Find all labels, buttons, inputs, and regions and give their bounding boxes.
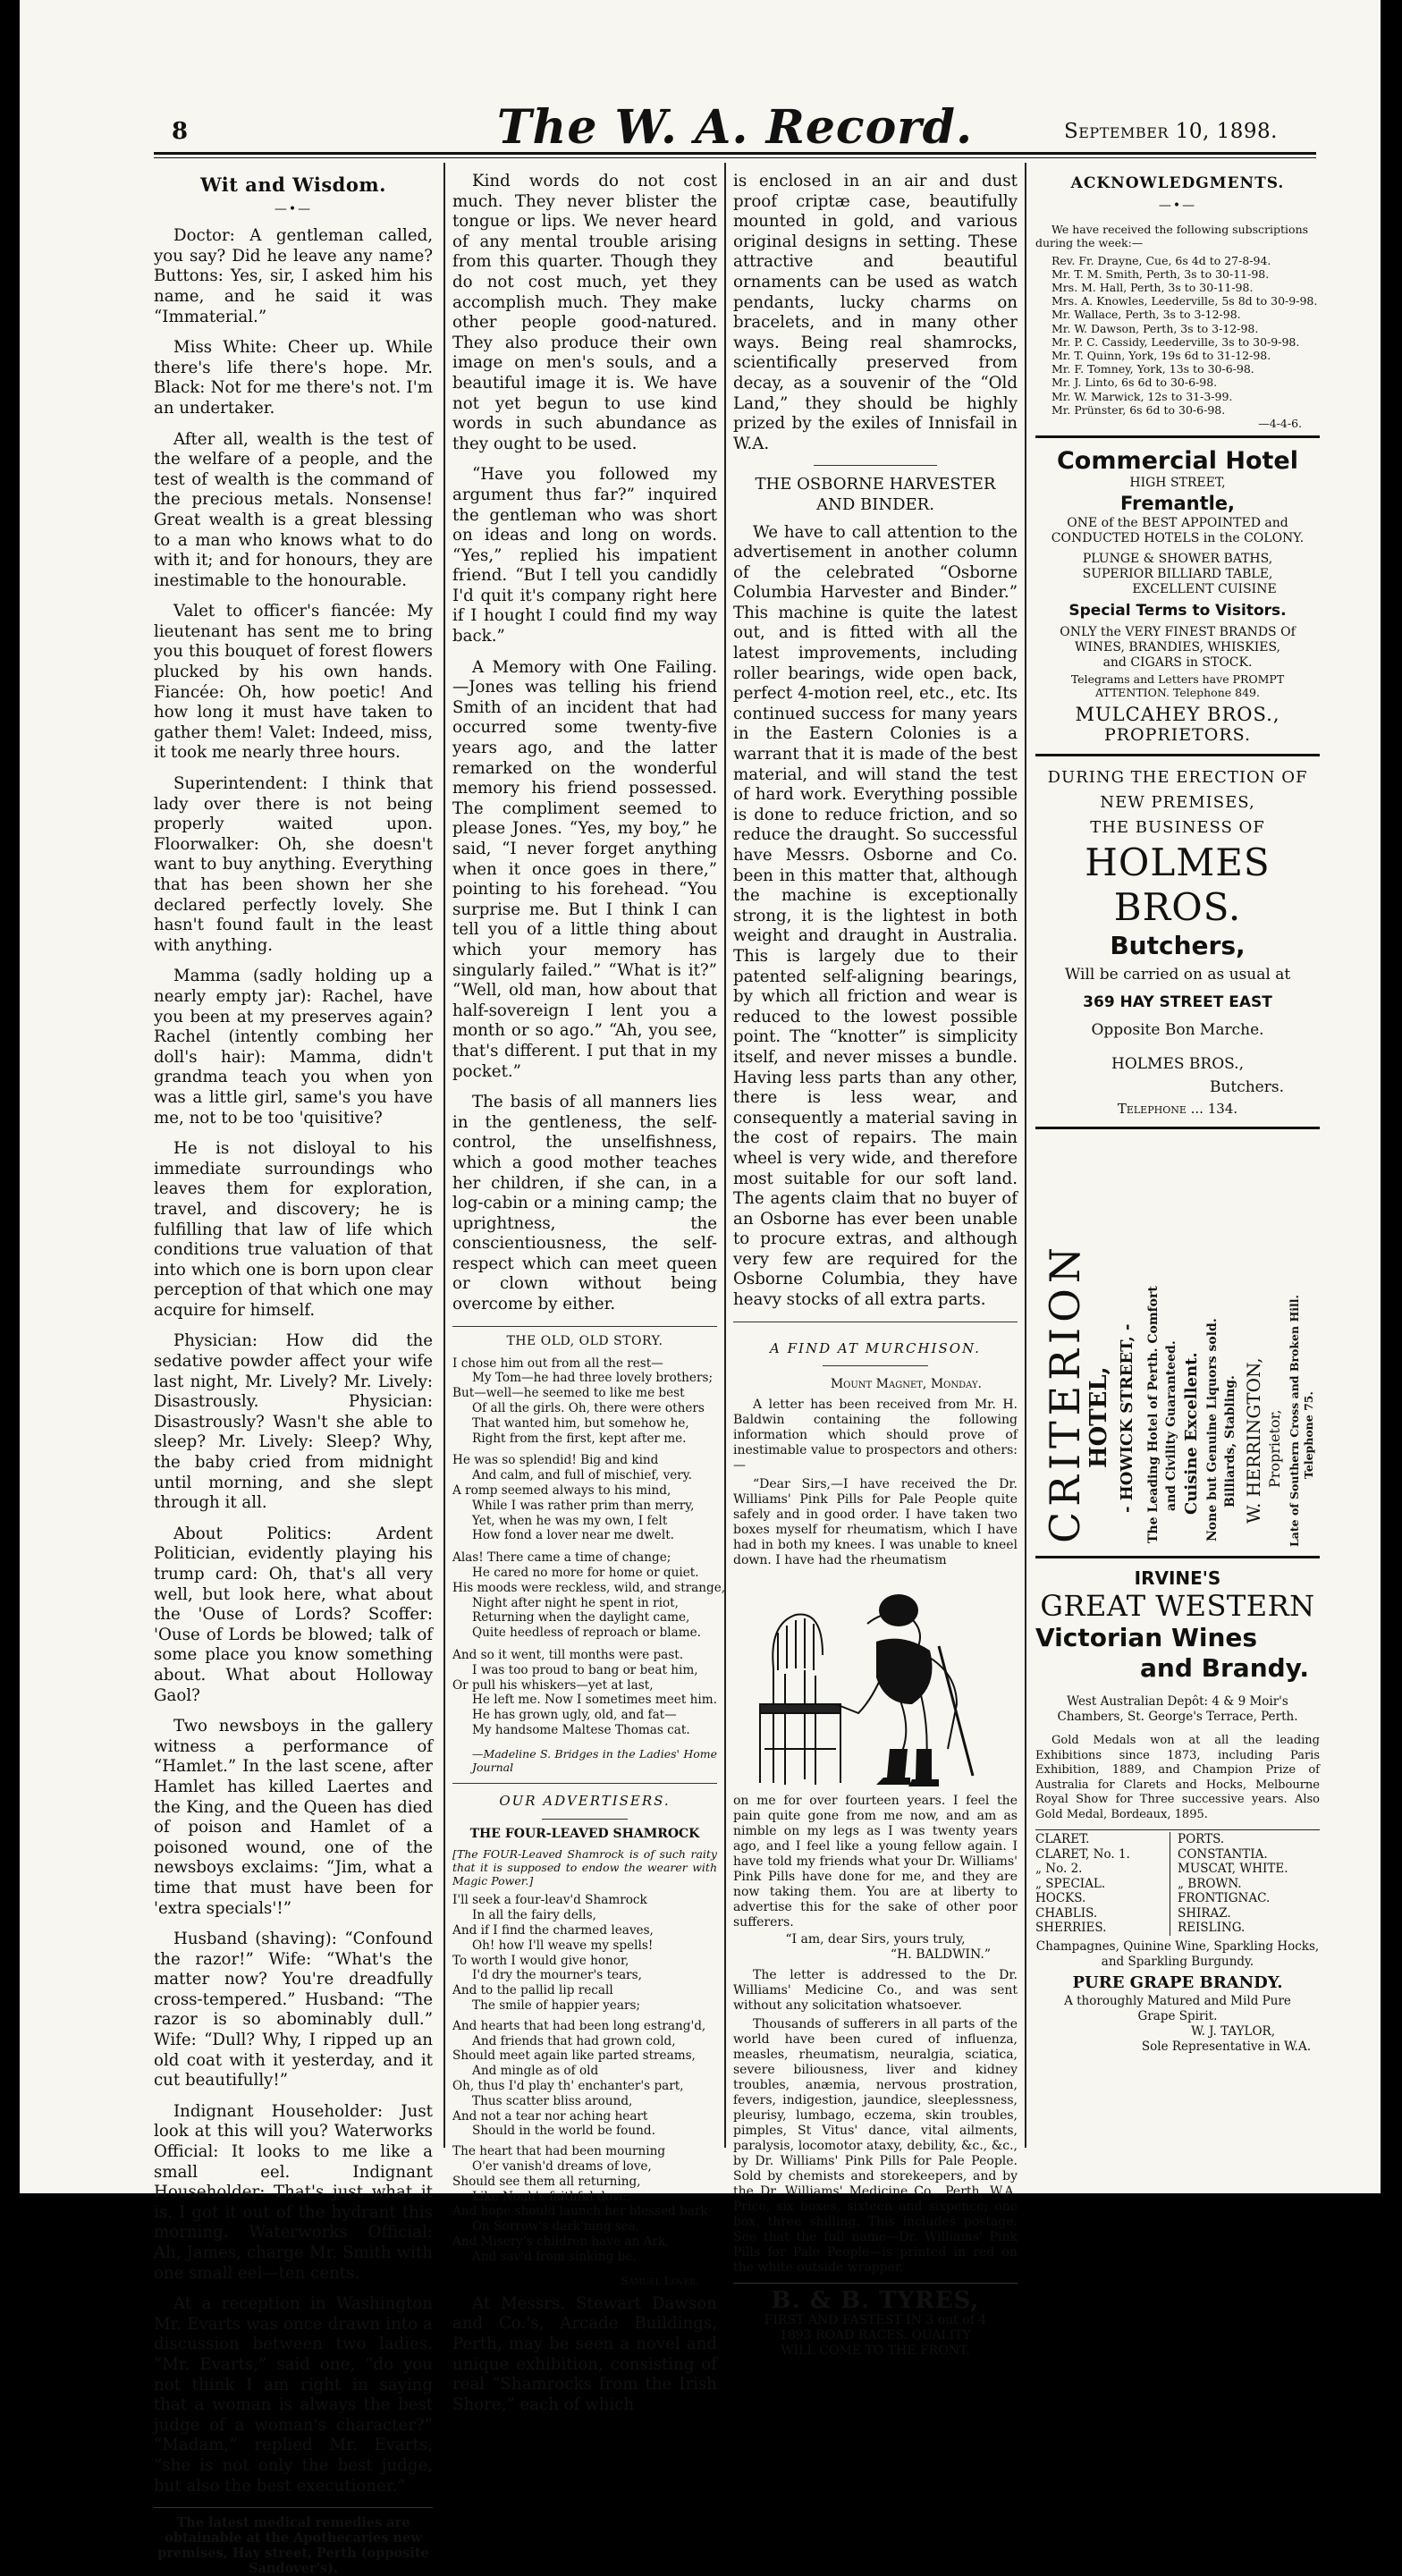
divider [1035,754,1320,756]
paragraph: “Dear Sirs,—I have received the Dr. Williams' Pink Pills for Pale People quite safely and in good order. I have taken two boxes myself for rheumatism, which I have had in both my knees. I was unable to kneel down. I have had the rheumatism [733,1477,1018,1568]
holmes-telephone [1035,1098,1320,1119]
paragraph: Doctor: A gentleman called, you say? Did he leave any name? Buttons: Yes, sir, I asked him his name, and he said it was “Immaterial.” [154,226,433,326]
poem-line: On Sorrow's dark'ning sea, [472,2219,640,2234]
advertisers-heading: OUR ADVERTISERS. [499,1793,671,1810]
poem-line: And so it went, till months were past. [452,1648,684,1662]
hotel-brands: ONLY the VERY FINEST BRANDS Of [1060,624,1296,639]
irvine-matured: A thoroughly Matured and Mild Pure Grape Spirit. [1064,1993,1291,2023]
hotel-amenity: PLUNGE & SHOWER BATHS, [1082,552,1273,567]
poem-line: How fond a lover near me dwelt. [472,1528,674,1543]
signoff: “I am, dear Sirs, yours truly, [785,1932,966,1947]
irvine-champagnes: Champagnes, Quinine Wine, Sparkling Hocks, and Sparkling Burgundy. [1035,1938,1320,1969]
wine-item: „ BROWN. [1178,1876,1242,1891]
poem-line: And mingle as of old [472,2064,599,2079]
poem-line: And not a tear nor aching heart [452,2108,648,2124]
poem-line: And hope should launch her blessed bark [452,2204,708,2219]
criterion-owner: W. HERRINGTON, [1243,1357,1264,1524]
page-number: 8 [172,118,189,145]
column-two [452,172,726,2426]
holmes-trade: Butchers, [1110,931,1246,961]
poem-line: In all the fairy dells, [472,1908,596,1923]
poem-line: And Misery's children have an Ark, [452,2234,670,2249]
poem-line: Should see them all returning, [452,2174,641,2189]
divider [814,465,937,466]
poem-line: And calm, and full of mischief, very. [472,1468,692,1483]
wine-item: SHIRAZ. [1178,1905,1231,1921]
criterion-telephone: Telephone 75. [1302,1391,1315,1479]
hotel-terms: Special Terms to Visitors. [1068,602,1287,621]
divider [823,1365,928,1366]
poem-line: His moods were reckless, wild, and strange, [452,1580,726,1595]
paragraph: Superintendent: I think that lady over there is not being properly waited upon. Floorwalker: Oh, she doesn't want to buy anything. Everything that has been shown her she declared perfectly lovely. She hasn't found fault in the least with anything. [154,774,433,955]
paragraph: Thousands of sufferers in all parts of the world have been cured of influenza, measles, rheumatism, neuralgia, sciatica, severe biliousness, liver and kidney troubles, anæmia, nervous prostration, fevers, indigestion, jaundice, sleeplessness, pleurisy, lumbago, eczema, skin troubles, pimples, St Vitus' dance, vital ailments, paralysis, locomotor ataxy, debility, &c., &c., by Dr. Williams' Pink Pills for Pale People. Sold by chemists and storekeepers, and by the Dr. Williams' Medicine Co., Perth, W.A. Price, six boxes, sixteen and sixpence; one box, three shilling. This includes postage. See that the full name—Dr. Williams' Pink Pills for Pale People—is printed in red on the white outside wrapper. [733,2017,1018,2276]
wine-list-left [1035,1832,1170,1936]
telephone-number: 134. [1207,1101,1238,1118]
irvine-representative: Sole Representative in W.A. [1141,2039,1311,2054]
tyres-title: B. & B. TYRES, [771,2287,980,2315]
telephone-label: Telephone ... [1117,1101,1204,1118]
hotel-town: Fremantle, [1119,493,1236,515]
poem-line: The smile of happier years; [472,1997,641,2013]
poem-line: Should in the world be found. [472,2124,655,2139]
ack-intro: We have received the following subscriptions during the week:— [1035,223,1309,250]
hotel-amenity: SUPERIOR BILLIARD TABLE, [1082,567,1273,582]
irvine-heading: GREAT WESTERN [1040,1589,1315,1623]
poem-line: But—well—he seemed to like me best [452,1386,685,1401]
divider [452,1783,717,1784]
wine-item: CHABLIS. [1035,1905,1098,1921]
poem-line: Oh, thus I'd play th' enchanter's part, [452,2078,684,2093]
dateline: Mount Magnet, Monday. [830,1377,982,1392]
tyres-line: 1893 ROAD RACES. QUALITY [780,2327,971,2343]
column-three [733,172,1018,2359]
holmes-line: THE BUSINESS OF [1090,818,1265,838]
irvine-agent: W. J. TAYLOR, [1191,2023,1275,2039]
poem-four-leaved-shamrock [452,1893,717,2264]
paragraph: is enclosed in an air and dust proof criptæ case, beautifully mounted in gold, and various original designs in setting. These attractive and beautiful ornaments can be used as watch pendants, lucky charms on bracelets, and in many other ways. Being real shamrocks, scientifically preserved from decay, as a souvenir of the “Old Land,” they should be highly prized by the exiles of Innisfail in W.A. [733,172,1018,453]
acknowledgment-item: Mrs. A. Knowles, Leederville, 5s 8d to 30-9-98. [1052,294,1318,308]
paragraph: Indignant Householder: Just look at this will you? Waterworks Official: It looks to me like a small eel. Indignant Householder: That's just what it is. I got it out of the hydrant this morning. Waterworks Official: Ah, James, charge Mr. Smith with one small eel—ten cents. [154,2101,433,2283]
poem-line: I'll seek a four-leav'd Shamrock [452,1893,647,1908]
wine-item: MUSCAT, WHITE. [1178,1862,1288,1876]
tyres-line: FIRST AND FASTEST IN 3 out of 4 [764,2312,987,2327]
osborne-title: THE OSBORNE HARVESTER AND BINDER. [755,475,996,514]
paragraph: Physician: How did the sedative powder affect your wife last night, Mr. Lively? Mr. Lively: Disastrously. Physician: Disastrously? Wasn't she able to sleep? Mr. Lively: Sleep? Why, the baby cried from midnight until morning, and she slept through it all. [154,1331,433,1513]
poem-line: And to the pallid lip recall [452,1983,613,1998]
poem-credit: Samuel Lover. [621,2273,699,2287]
issue-date: September 10, 1898. [1064,120,1278,143]
poem-line: I was too proud to bang or beat him, [472,1662,698,1677]
poem-line: That wanted him, but somehow he, [472,1415,689,1431]
poem-line: He left me. Now I sometimes meet him. [472,1693,717,1708]
paragraph: The basis of all manners lies in the gentleness, the self-control, the unselfishness, which a good mother teaches her children, if she can, in a log-cabin or a mining camp; the uprightness, the conscientiousness, the self-respect which can meet queen or clown without being overcome by either. [452,1093,717,1314]
hotel-brands: and CIGARS in STOCK. [1102,655,1253,670]
acknowledgment-item: Mr. F. Tomney, York, 13s to 30-6-98. [1052,362,1254,376]
wine-item: CLARET. [1035,1832,1090,1846]
poem-line: To worth I would give honor, [452,1953,629,1968]
column-rule-2 [724,163,726,2148]
paragraph: Two newsboys in the gallery witness a performance of “Hamlet.” In the last scene, after Hamlet has killed Laertes and the King, and the Queen has died of poison and Hamlet of a poisoned wound, one of the newsboys exclaims: “Jim, what a time that must have been for 'extra specials'!” [154,1717,433,1918]
wine-item: CLARET, No. 1. [1035,1846,1130,1862]
holmes-butchers: Butchers. [1209,1078,1284,1097]
acknowledgment-item: Mr. Prünster, 6s 6d to 30-6-98. [1052,402,1226,417]
poem-line: Alas! There came a time of change; [452,1550,671,1566]
paragraph: Valet to officer's fiancée: My lieutenant has sent me to bring you this bouquet of forest flowers plucked by his own hands. Fiancée: Oh, how poetic! And how long it must have taken to gather them! Valet: Indeed, miss, it took me nearly three hours. [154,602,433,763]
poem-line: Thus scatter bliss around, [472,2093,633,2108]
acknowledgment-item: Mr. T. M. Smith, Perth, 3s to 30-11-98. [1052,266,1270,281]
poem-line: Of all the girls. Oh, there were others [472,1401,705,1416]
paragraph: We have to call attention to the advertisement in another column of the celebrated “Osborne Columbia Harvester and Binder.” This machine is quite the latest out, and is fitted with all the latest improvements, including roller bearings, wide open back, perfect 4-motion reel, etc., etc. Its continued success for many years in the Eastern Colonies is a warrant that it is made of the best material, and will stand the test of hard work. Everything possible is done to reduce friction, and so reduce the draught. So successful have Messrs. Osborne and Co. been in this matter that, although the machine is exceptionally strong, it is the lightest in both weight and draught in Australia. This is largely due to their patented self-aligning bearings, by which all friction and wear is reduced to the lowest possible point. The “knotter” is simplicity itself, and never misses a bundle. Having less parts than any other, there is less wear, and consequently a material saving in the cost of repairs. The main wheel is very wide, and therefore most suitable for our soft land. The agents claim that no buyer of an Osborne has ever been unable to procure extras, and although very few are required for the Osborne Columbia, they have heavy stocks of all extra parts. [733,522,1018,1310]
wit-wisdom-title: Wit and Wisdom. [200,173,386,196]
holmes-line: DURING THE ERECTION OF [1047,768,1308,788]
criterion-liquors: None but Genuine Liquors sold. [1205,1318,1220,1541]
apothecary-note: The latest medical remedies are obtainable at the Apothecaries new premises, Hay street, Perth (opposite Sandover's). [157,2515,429,2576]
paragraph: He is not disloyal to his immediate surroundings who leaves them for exploration, travel, and discovery; he is fulfilling that law of life which conditions true valuation of that into which one is born upon clear perception of that which one may acquire for himself. [154,1139,433,1320]
irvine-heading: and Brandy. [1140,1653,1309,1683]
acknowledgment-item: Rev. Fr. Drayne, Cue, 6s 4d to 27-8-94. [1052,253,1271,267]
paragraph: A letter has been received from Mr. H. Baldwin containing the following information which should prove of inestimable value to prospectors and others:— [733,1398,1018,1474]
irvine-wines-ad [1035,1556,1320,2055]
column-four-ads [1035,172,1320,1129]
acknowledgment-item: Mr. T. Quinn, York, 19s 6d to 31-12-98. [1052,349,1271,363]
irvine-medals: Gold Medals won at all the leading Exhibitions since 1873, including Paris Exhibition, 1889, and Champion Prize of Australia for Clarets and Hocks, Melbourne Royal Show for Three successive years. Also Gold Medal, Bordeaux, 1895. [1035,1734,1320,1821]
paragraph: Husband (shaving): “Confound the razor!” Wife: “What's the matter now? You're dreadfully cross-tempered.” Husband: “The razor is so abominably dull.” Wife: “Dull? Why, I ripped up an old coat with it yesterday, and it cut beautifully!” [154,1930,433,2090]
paragraph: on me for over fourteen years. I feel the pain quite gone from me now, and am as nimble on my legs as I was twenty years ago, and I feel like a young fellow again. I have told my friends what your Dr. Williams' Pink Pills have done for me, and they are now taking them. You are at liberty to advertise this for the sake of other poor sufferers. [733,1794,1018,1930]
irvine-brandy: PURE GRAPE BRANDY. [1072,1972,1283,1992]
criterion-hotel: HOTEL, [1085,1366,1112,1468]
paragraph: A Memory with One Failing.—Jones was telling his friend Smith of an incident that had occurred some twenty-five years ago, and the latter remarked on the wonderful memory his friend possessed. The compliment seemed to please Jones. “Yes, my boy,” he said, “I never forget anything when it once goes in there,” pointing to his forehead. “You surprise me. But I think I can tell you of a little thing about which your memory has singularly failed.” “What is it?” “Well, old man, how about that half-sovereign I lent you a month or so ago.” “Ah, you see, that's different. I put that in my pocket.” [452,657,717,1081]
acknowledgment-item: Mr. P. C. Cassidy, Leederville, 3s to 30-9-98. [1052,334,1300,349]
ornament-divider: —•— [1158,198,1197,213]
divider [1035,435,1320,438]
header-rule [154,152,1316,155]
acknowledgment-item: Mr. Wallace, Perth, 3s to 3-12-98. [1052,308,1241,322]
irvine-heading: IRVINE'S [1134,1567,1221,1589]
wine-item: FRONTIGNAC. [1178,1891,1271,1905]
wine-item: HOCKS. [1035,1891,1086,1905]
holmes-signature: HOLMES BROS., [1111,1055,1244,1074]
paragraph: The letter is addressed to the Dr. Williams' Medicine Co., and was sent without any solicitation whatsoever. [733,1968,1018,2014]
hotel-name: Commercial Hotel [1056,447,1298,476]
wine-item: REISLING. [1178,1921,1246,1935]
criterion-desc: and Civility Guaranteed. [1164,1340,1178,1511]
divider [452,1326,717,1327]
poem-line: And friends that had grown cold, [472,2033,676,2048]
poem-line: Right from the first, kept after me. [472,1431,687,1446]
man-with-chair-illustration [733,1570,1018,1794]
paragraph: At Messrs. Stewart Dawson and Co.'s, Arcade Buildings, Perth, may be seen a novel and unique exhibition, consisting of real “Shamrocks from the Irish Shore,” each of which [452,2293,717,2414]
poem-line: He has grown ugly, old, and fat— [472,1708,677,1723]
hotel-desc: ONE of the BEST APPOINTED and CONDUCTED HOTELS in the COLONY. [1051,516,1305,546]
wine-item: „ SPECIAL. [1035,1876,1106,1891]
poem-note: [The FOUR-Leaved Shamrock is of such raity that it is supposed to endow the wearer with Magic Power.] [452,1846,717,1888]
paragraph: Miss White: Cheer up. While there's life there's hope. Mr. Black: Not for me there's not. I'm an undertaker. [154,338,433,418]
poem-line: Quite heedless of reproach or blame. [472,1626,701,1641]
hotel-telegrams: Telegrams and Letters have PROMPT ATTENTION. Telephone 849. [1070,671,1285,700]
acknowledgments-title: ACKNOWLEDGMENTS. [1070,174,1285,192]
paragraph: Kind words do not cost much. They never blister the tongue or lips. We never heard of any mental trouble arising from this quarter. Though they do not cost much, yet they accomplish much. They make other people good-natured. They also produce their own image on men's souls, and a beautiful image it is. We have not yet begun to use kind words in such abundance as they ought to be used. [452,172,717,453]
acknowledgment-item: Mr. W. Marwick, 12s to 31-3-99. [1052,389,1233,403]
criterion-desc: The Leading Hotel of Perth. Comfort [1146,1286,1161,1543]
rheumatism-illustration [733,1570,1018,1794]
holmes-opposite: Opposite Bon Marche. [1091,1021,1264,1040]
column-wit-and-wisdom [154,172,433,2576]
holmes-name: HOLMES BROS. [1085,840,1271,930]
ornament-divider: —•— [274,201,313,216]
wine-item: PORTS. [1178,1832,1225,1846]
hotel-brands: WINES, BRANDIES, WHISKIES, [1074,639,1280,655]
column-rule-1 [443,163,445,2148]
criterion-cuisine: Cuisine Excellent. [1182,1352,1201,1515]
divider [733,2283,1018,2284]
poem-line: And if I find the charmed leaves, [452,1922,654,1938]
poem-line: O'er vanish'd dreams of love, [472,2158,652,2174]
find-heading: A FIND AT MURCHISON. [770,1339,981,1356]
poem-line: Should meet again like parted streams, [452,2048,696,2064]
poem-title: THE FOUR-LEAVED SHAMROCK [469,1826,700,1841]
poem-line: Returning when the daylight came, [472,1610,690,1626]
criterion-street: - HOWICK STREET, - [1118,1323,1136,1513]
wine-item: SHERRIES. [1035,1921,1107,1935]
poem-line: My Tom—he had three lovely brothers; [472,1371,714,1386]
paragraph: “Have you followed my argument thus far?” inquired the gentleman who was short on ideas and long on words. “Yes,” replied his impatient friend. “But I tell you candidly I'd quit it's company right here if I hought I could find my way back.” [452,465,717,646]
criterion-name: CRITERION [1041,1241,1089,1543]
poem-line: And sav'd from sinking be. [472,2249,637,2264]
hotel-proprietors: PROPRIETORS. [1103,724,1252,745]
criterion-billiards: Billiards, Stabling. [1223,1375,1237,1508]
holmes-line: Will be carried on as usual at [1064,966,1291,984]
poem-line: Like Noah's faithful dove; [472,2189,631,2204]
masthead: The W. A. Record. [496,100,974,155]
poem-line: Oh! how I'll weave my spells! [472,1938,654,1953]
poem-title: THE OLD, OLD STORY. [506,1333,663,1348]
acknowledgment-item: Mrs. M. Hall, Perth, 3s to 30-11-98. [1052,281,1254,294]
wine-item: CONSTANTIA. [1178,1846,1268,1862]
signature: “H. BALDWIN.” [890,1947,991,1963]
poem-line: While I was rather prim than merry, [472,1498,695,1513]
wine-list-right [1170,1832,1288,1936]
poem-old-old-story [452,1356,726,1738]
divider [542,1819,628,1820]
poem-line: I'd dry the mourner's tears, [472,1968,642,1983]
poem-line: He was so splendid! Big and kind [452,1453,659,1468]
criterion-hotel-ad [1035,1241,1320,1550]
holmes-address: 369 HAY STREET EAST [1083,993,1272,1012]
poem-line: I chose him out from all the rest— [452,1356,663,1371]
divider [154,2507,433,2508]
irvine-heading: Victorian Wines [1035,1623,1258,1652]
hotel-amenity: EXCELLENT CUISINE [1132,582,1277,597]
poem-line: The heart that had been mourning [452,2144,666,2159]
poem-line: He cared no more for home or quiet. [472,1566,699,1581]
poem-line: A romp seemed always to his mind, [452,1483,671,1499]
poem-line: Or pull his whiskers—yet at last, [452,1677,654,1693]
ack-code: —4-4-6. [1258,417,1302,431]
wine-item: „ No. 2. [1035,1862,1083,1876]
paragraph: About Politics: Ardent Politician, evidently playing his trump card: Oh, that's all very well, but look here, what about the 'Ouse of Lords? Scoffer: 'Ouse of Lords be blowed; talk of some place you know something about. What about Holloway Gaol? [154,1524,433,1705]
poem-line: Night after night he spent in riot, [472,1595,679,1610]
tyres-line: WILL COME TO THE FRONT. [781,2343,970,2358]
acknowledgment-item: Mr. J. Linto, 6s 6d to 30-6-98. [1052,376,1218,390]
divider [1035,1127,1320,1129]
column-rule-3 [1025,163,1026,2148]
header-rule-thin [154,157,1316,158]
irvine-depot: West Australian Depôt: 4 & 9 Moir's Chambers, St. George's Terrace, Perth. [1057,1694,1298,1724]
poem-line: And hearts that had been long estrang'd, [452,2018,706,2033]
acknowledgments-list [1035,254,1320,417]
criterion-late: Late of Southern Cross and Broken Hill. [1288,1295,1301,1547]
hotel-owner: MULCAHEY BROS., [1075,704,1280,726]
hotel-street: HIGH STREET, [1129,476,1226,491]
wine-list [1035,1829,1320,1936]
poem-line: Yet, when he was my own, I felt [472,1513,668,1528]
newspaper-page [20,0,1381,2576]
paragraph: At a reception in Washington Mr. Evarts was once drawn into a discussion between two ladies. “Mr. Evarts,” said one, “do you not think I am right in saying that a woman is always the best judge of a woman's character?” “Madam,” replied Mr. Evarts, “she is not only the best judge, but also the best executioner.” [154,2294,433,2496]
criterion-proprietor: Proprietor, [1266,1409,1283,1488]
paragraph: After all, wealth is the test of the welfare of a people, and the test of wealth is the command of the precious metals. Nonsense! Great wealth is a great blessing to a man who knows what to do with it; and for honours, they are inestimable to the honourable. [154,429,433,590]
paragraph: Mamma (sadly holding up a nearly empty jar): Rachel, have you been at my preserves again? Rachel (intently combing her doll's hair): Mamma, didn't grandma teach you when yon was a little girl, same's you have me, not to be too 'quisitive? [154,967,433,1128]
holmes-line: NEW PREMISES, [1100,793,1255,813]
acknowledgment-item: Mr. W. Dawson, Perth, 3s to 3-12-98. [1052,321,1259,335]
poem-credit: —Madeline S. Bridges in the Ladies' Home Journal [472,1746,717,1774]
poem-line: My handsome Maltese Thomas cat. [472,1722,690,1737]
